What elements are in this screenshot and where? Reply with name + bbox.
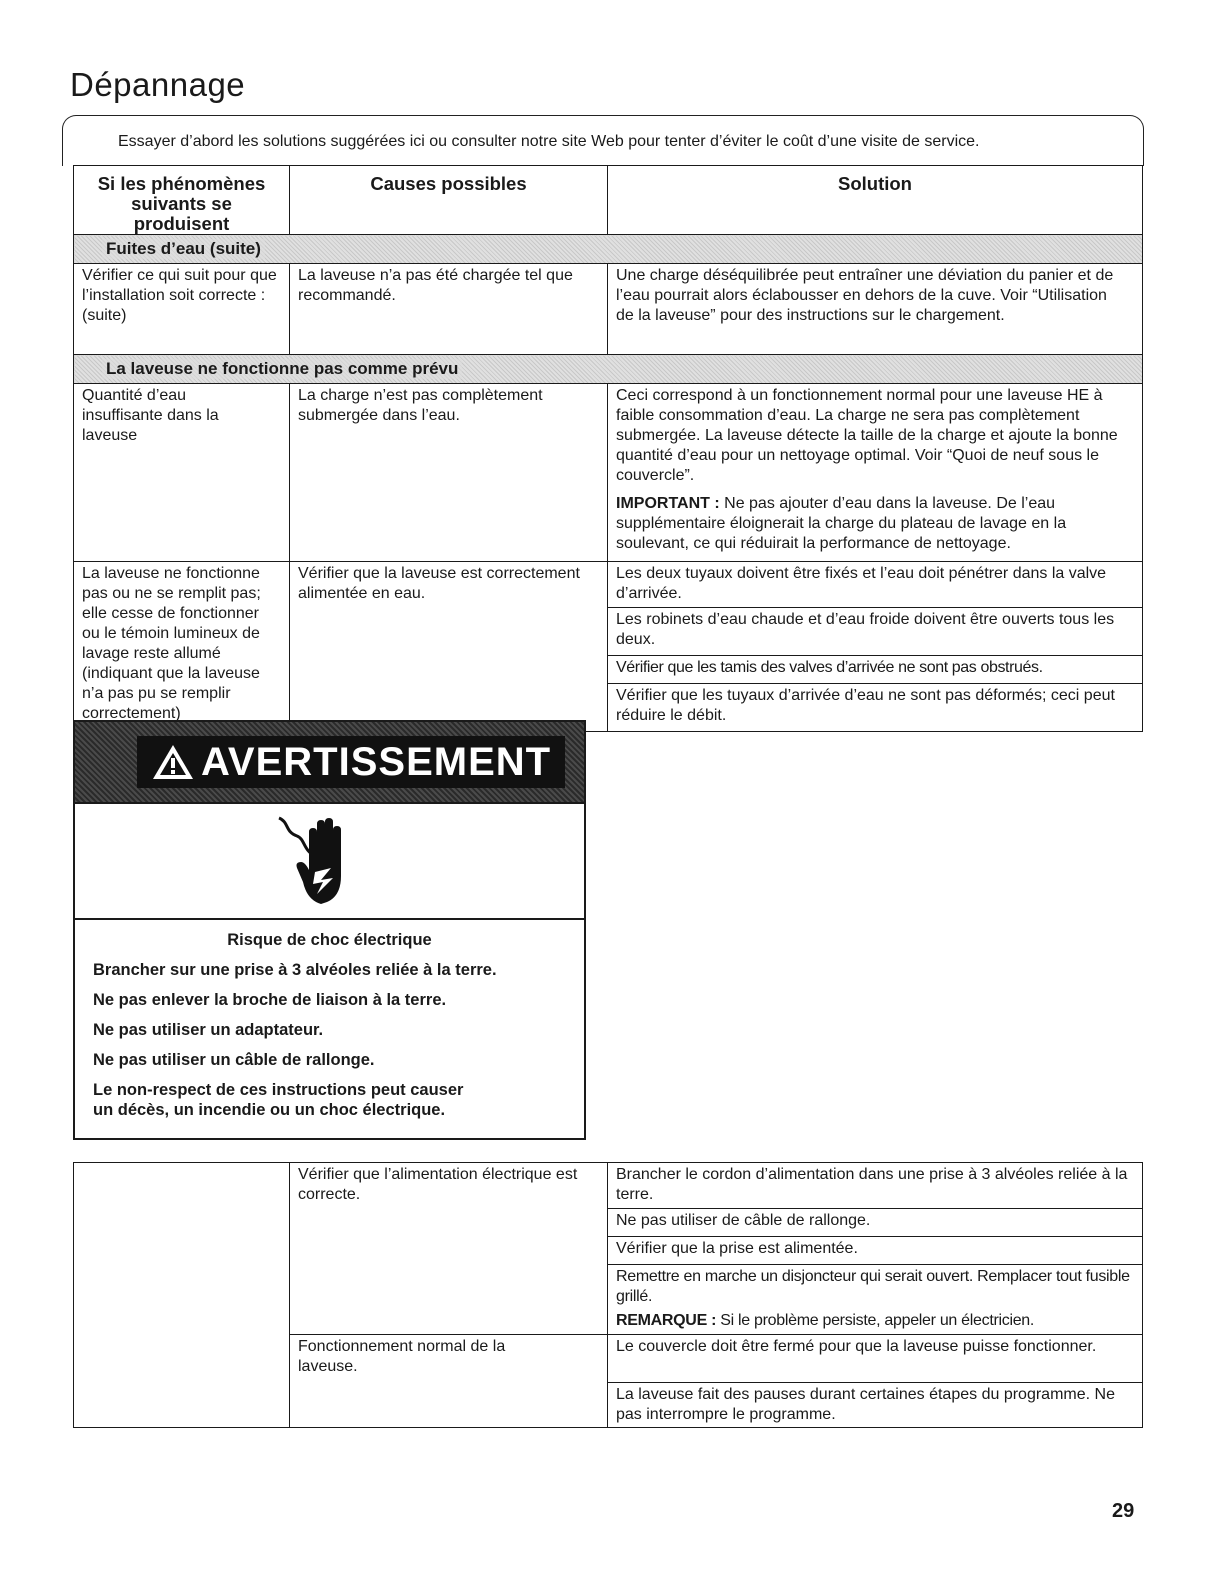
electric-shock-hand-icon xyxy=(275,812,355,910)
intro-text: Essayer d’abord les solutions suggérées ici ou consulter notre site Web pour tenter d’éviter le coût d’une visite de service. xyxy=(118,133,980,150)
warning-header xyxy=(75,722,584,804)
solution-item: Vérifier que les tamis des valves d’arrivée ne sont pas obstrués. xyxy=(608,655,1142,683)
solution-item: Le couvercle doit être fermé pour que la laveuse puisse fonctionner. xyxy=(616,1338,1097,1355)
table-row xyxy=(74,1163,1143,1335)
cause-cell: La laveuse n’a pas été chargée tel que recommandé. xyxy=(298,267,573,304)
remarque-note xyxy=(616,1311,1134,1331)
page-number: 29 xyxy=(1112,1500,1135,1522)
solution-item: Les deux tuyaux doivent être fixés et l’eau doit pénétrer dans la valve d’arrivée. xyxy=(616,565,1107,602)
table-row xyxy=(74,264,1143,355)
solution-item: Vérifier que les tuyaux d’arrivée d’eau ne sont pas déformés; ceci peut réduire le débit. xyxy=(608,683,1142,729)
cause-cell: La charge n’est pas complètement submergée dans l’eau. xyxy=(298,387,543,424)
remarque-text: Si le problème persiste, appeler un électricien. xyxy=(716,1312,1035,1329)
warning-line: Le non-respect de ces instructions peut causer un décès, un incendie ou un choc électrique. xyxy=(93,1081,464,1119)
solution-item: Brancher le cordon d’alimentation dans une prise à 3 alvéoles reliée à la terre. xyxy=(616,1166,1128,1203)
warning-triangle-icon xyxy=(151,742,195,782)
warning-line: Brancher sur une prise à 3 alvéoles reliée à la terre. xyxy=(93,961,497,979)
section-header-not-working xyxy=(74,355,1143,384)
solution-cell: Une charge déséquilibrée peut entraîner une déviation du panier et de l’eau pourrait alors éclabousser en dehors de la cuve. Voir “Utilisation de la laveuse” pour des instructions sur le chargement. xyxy=(616,267,1114,324)
section-header-water-leaks xyxy=(74,235,1143,264)
section-label: La laveuse ne fonctionne pas comme prévu xyxy=(102,359,462,379)
cause-cell: Vérifier que l’alimentation électrique est correcte. xyxy=(298,1166,578,1203)
solution-text: Remettre en marche un disjoncteur qui serait ouvert. Remplacer tout fusible grillé. xyxy=(616,1268,1130,1305)
problem-cell: La laveuse ne fonctionne pas ou ne se remplit pas; elle cesse de fonctionner ou le témoin lumineux de lavage reste allumé (indiquant que la laveuse n’a pas pu se remplir correctement) xyxy=(82,565,261,722)
solution-cell xyxy=(608,384,1142,557)
solution-item: La laveuse fait des pauses durant certaines étapes du programme. Ne pas interrompre le programme. xyxy=(608,1382,1142,1427)
cause-cell: Vérifier que la laveuse est correctement alimentée en eau. xyxy=(298,565,580,602)
table-header-row xyxy=(74,166,1143,235)
header-solution: Solution xyxy=(608,166,1143,235)
warning-line: Ne pas utiliser un câble de rallonge. xyxy=(93,1051,375,1069)
problem-cell: Vérifier ce qui suit pour que l’installation soit correcte : (suite) xyxy=(82,267,277,324)
important-label: IMPORTANT : xyxy=(616,495,720,512)
solution-item: Ne pas utiliser de câble de rallonge. xyxy=(608,1208,1142,1236)
important-note xyxy=(616,494,1122,554)
troubleshooting-table-bottom xyxy=(73,1162,1143,1428)
warning-line: Ne pas utiliser un adaptateur. xyxy=(93,1021,324,1039)
warning-box xyxy=(73,720,586,1140)
warning-line: Ne pas enlever la broche de liaison à la terre. xyxy=(93,991,447,1009)
warning-subtitle: Risque de choc électrique xyxy=(227,931,432,949)
cause-cell: Fonctionnement normal de la laveuse. xyxy=(298,1338,506,1375)
page-title: Dépannage xyxy=(70,66,246,103)
solution-text: Ceci correspond à un fonctionnement normal pour une laveuse HE à faible consommation d’eau. La charge ne sera pas complètement submergée. La laveuse détecte la taille de la charge et ajoute la bonne quantité d’eau pour un nettoyage optimal. Voir “Quoi de neuf sous le couvercle”. xyxy=(616,387,1118,484)
solution-item: Les robinets d’eau chaude et d’eau froide doivent être ouverts tous les deux. xyxy=(608,607,1142,655)
solution-item xyxy=(608,1264,1142,1334)
warning-icon-area xyxy=(75,804,584,920)
table-row xyxy=(74,384,1143,562)
section-label: Fuites d’eau (suite) xyxy=(102,239,265,259)
warning-title: AVERTISSEMENT xyxy=(201,739,552,784)
important-text: Ne pas ajouter d’eau dans la laveuse. De l’eau supplémentaire éloignerait la charge du plateau de lavage en la soulevant, ce qui réduirait la performance de nettoyage. xyxy=(616,495,1067,552)
problem-cell: Quantité d’eau insuffisante dans la laveuse xyxy=(82,387,219,444)
table-row xyxy=(74,562,1143,732)
warning-body xyxy=(75,920,584,1120)
troubleshooting-table-top xyxy=(73,165,1143,732)
header-phenomena: Si les phénomènes suivants se produisent xyxy=(74,166,290,235)
header-causes: Causes possibles xyxy=(290,166,608,235)
remarque-label: REMARQUE : xyxy=(616,1312,717,1329)
solution-item: Vérifier que la prise est alimentée. xyxy=(608,1236,1142,1264)
